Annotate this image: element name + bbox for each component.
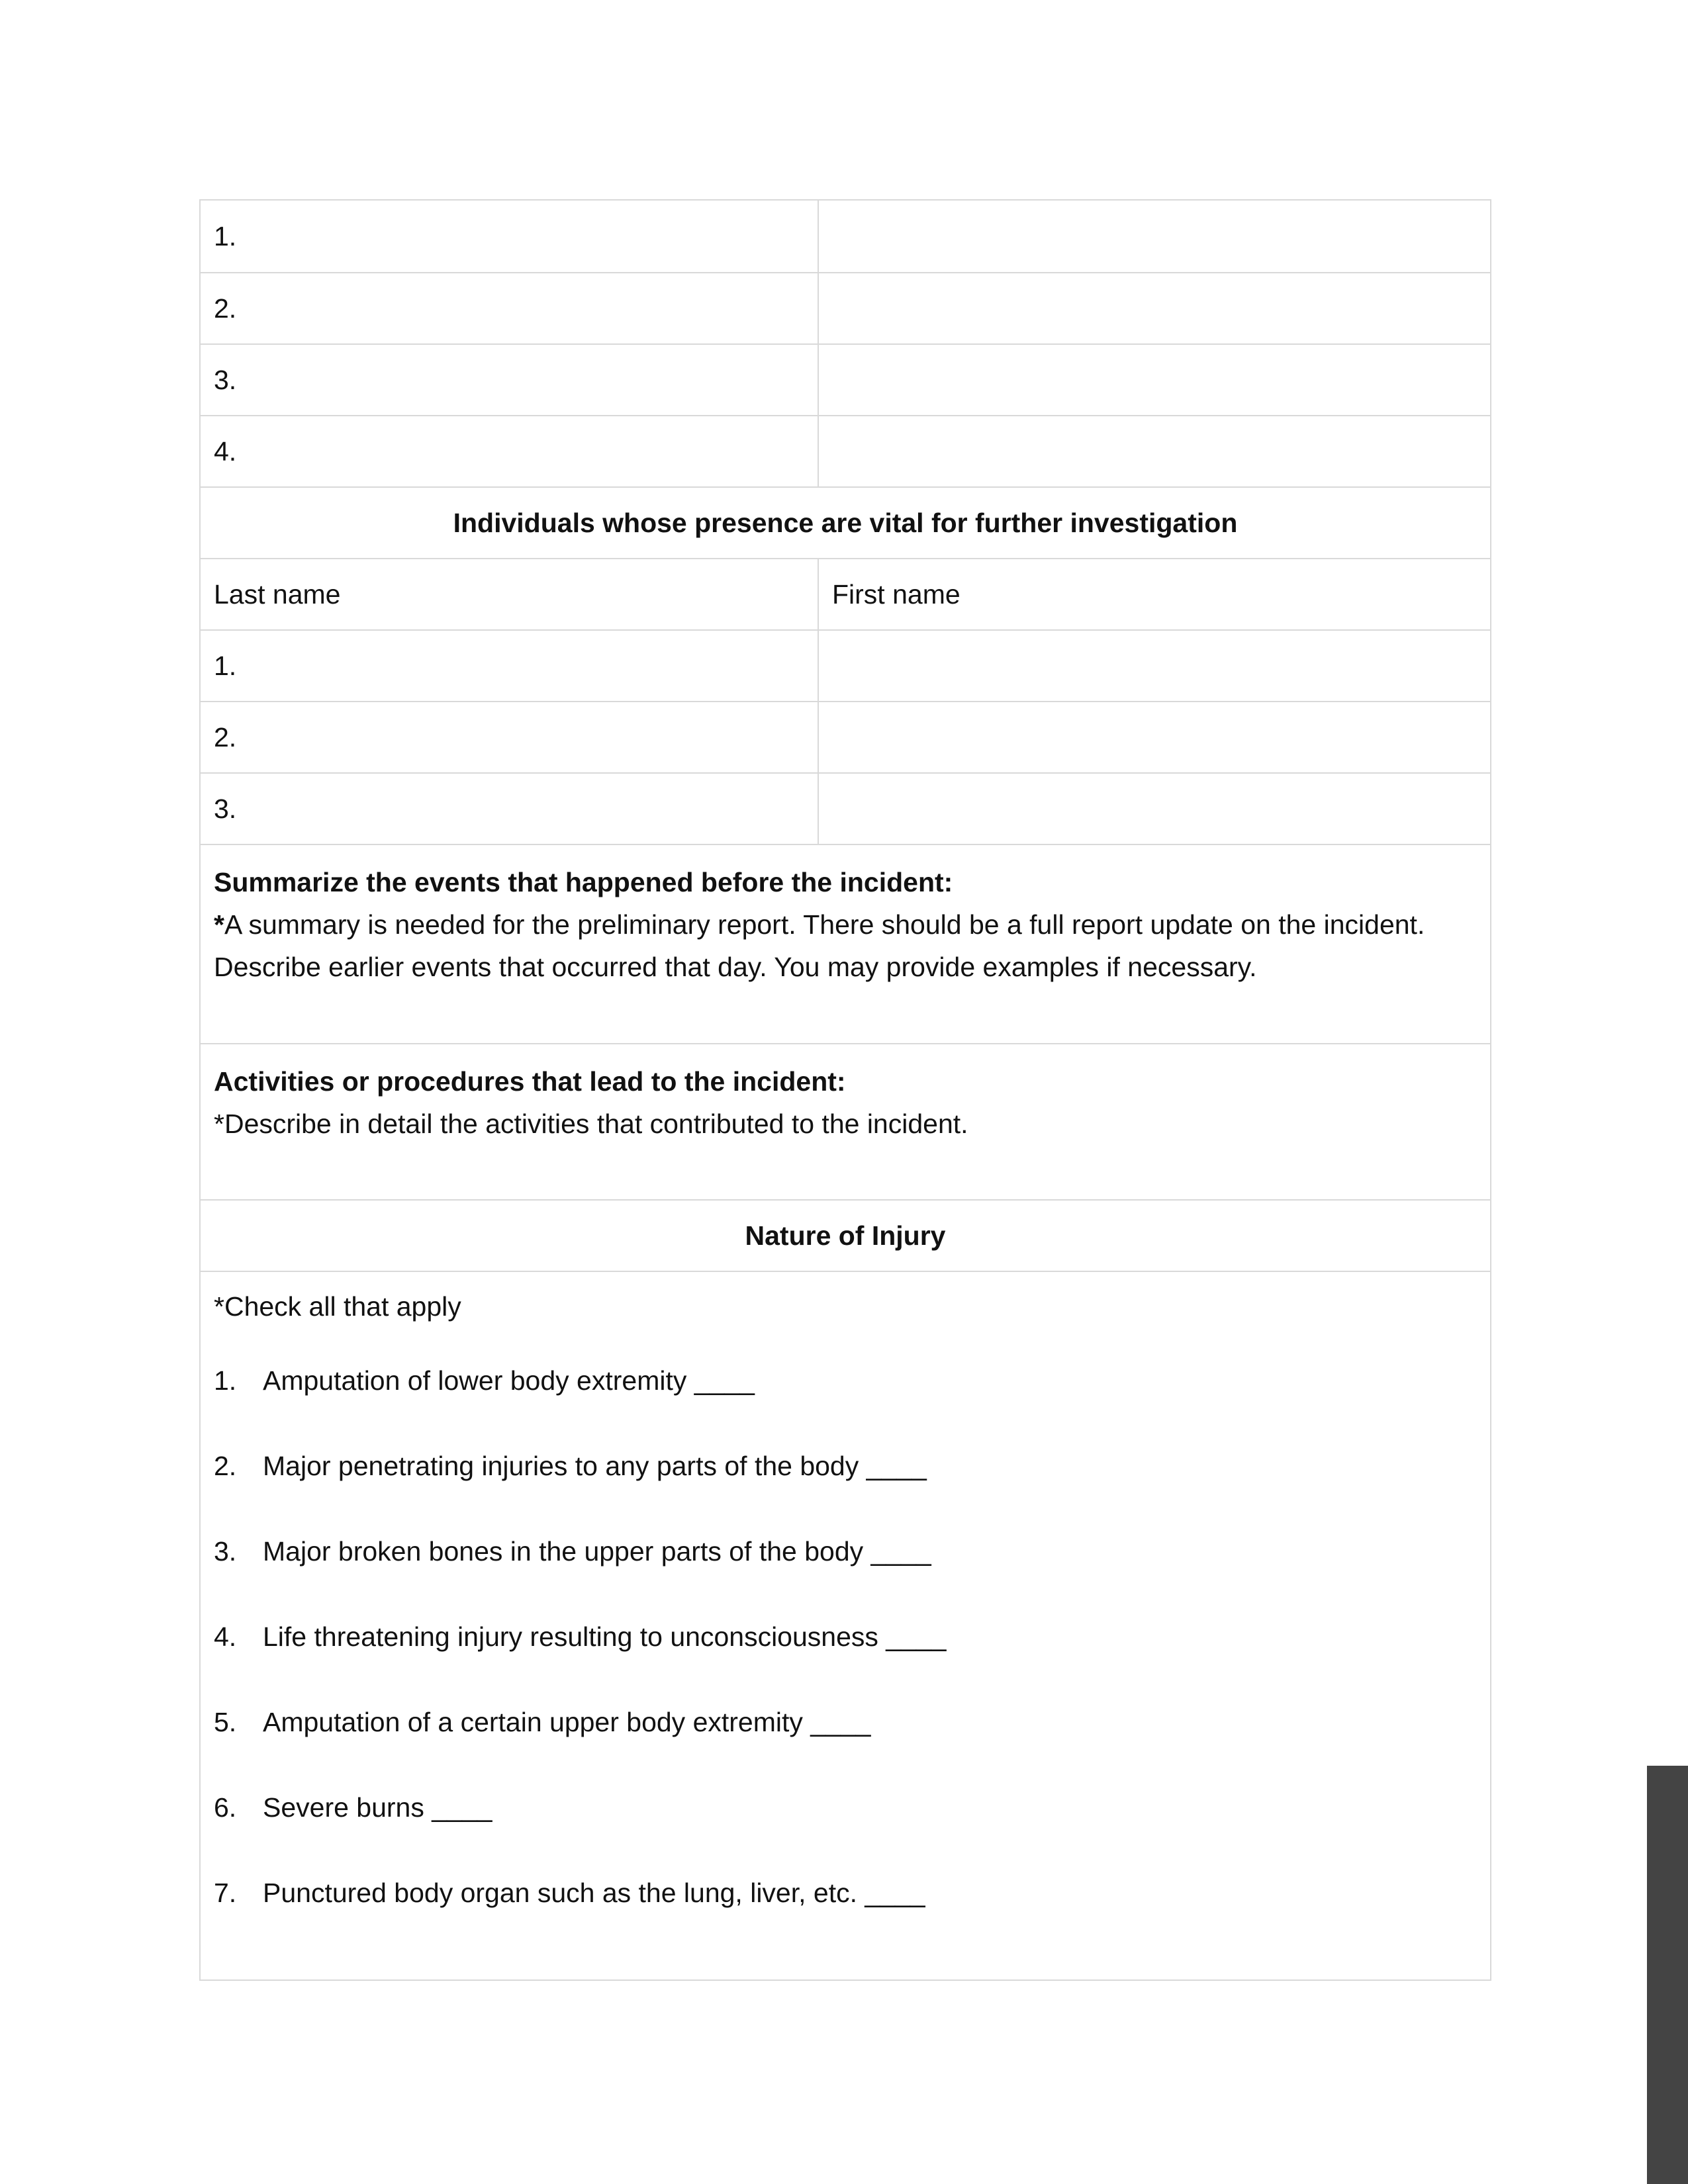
side-scrollbar[interactable] <box>1647 1766 1688 2184</box>
events-summary-text: A summary is needed for the preliminary report. There should be a full report update on the incident. Describe earlier events that occurred that day. You may provide examples if necessary. <box>214 909 1425 982</box>
injury-option[interactable] <box>214 1530 1490 1615</box>
table-row <box>201 701 1490 772</box>
nature-of-injury-heading: Nature of Injury <box>745 1220 946 1251</box>
injury-number: 6. <box>214 1792 237 1823</box>
incident-form-table <box>199 199 1491 1981</box>
check-all-instruction: *Check all that apply <box>214 1291 461 1322</box>
injury-text: Severe burns ____ <box>263 1792 492 1823</box>
injury-option[interactable] <box>214 1445 1490 1530</box>
activities-heading: Activities or procedures that lead to the incident: <box>214 1066 846 1097</box>
injury-text: Major broken bones in the upper parts of the body ____ <box>263 1536 931 1567</box>
section-heading-row <box>201 1199 1490 1271</box>
events-summary-heading: Summarize the events that happened before the incident: <box>214 867 953 897</box>
table-row <box>201 629 1490 701</box>
empty-entry-cell[interactable] <box>819 702 1490 772</box>
row-number-cell: 3. <box>201 774 819 844</box>
empty-entry-cell[interactable] <box>819 201 1490 272</box>
empty-entry-cell[interactable] <box>819 273 1490 343</box>
activities-cell[interactable] <box>201 1044 1490 1199</box>
last-name-header: Last name <box>201 559 819 629</box>
injury-number: 4. <box>214 1621 237 1652</box>
injury-text: Amputation of a certain upper body extremity ____ <box>263 1707 871 1737</box>
row-number-cell: 2. <box>201 702 819 772</box>
empty-entry-cell[interactable] <box>819 631 1490 701</box>
empty-entry-cell[interactable] <box>819 416 1490 486</box>
empty-entry-cell[interactable] <box>819 774 1490 844</box>
injury-checklist-cell <box>201 1272 1490 1979</box>
events-summary-cell[interactable] <box>201 845 1490 1043</box>
injury-option[interactable] <box>214 1359 1490 1445</box>
section-heading-row <box>201 486 1490 558</box>
injury-number: 7. <box>214 1878 237 1908</box>
activities-description: *Describe in detail the activities that contributed to the incident. <box>214 1109 968 1139</box>
events-summary-row <box>201 844 1490 1043</box>
injury-number: 3. <box>214 1536 237 1567</box>
row-number-cell: 4. <box>201 416 819 486</box>
injury-number: 2. <box>214 1451 237 1481</box>
injury-option[interactable] <box>214 1786 1490 1872</box>
injury-option[interactable] <box>214 1872 1490 1957</box>
row-number-cell: 1. <box>201 631 819 701</box>
events-summary-description <box>214 903 1477 988</box>
first-name-header: First name <box>832 578 961 610</box>
injury-text: Punctured body organ such as the lung, liver, etc. ____ <box>263 1878 925 1908</box>
injury-option[interactable] <box>214 1701 1490 1786</box>
table-row <box>201 272 1490 343</box>
activities-row <box>201 1043 1490 1199</box>
injury-checklist-row <box>201 1271 1490 1979</box>
injury-number: 5. <box>214 1707 237 1737</box>
injury-text: Major penetrating injuries to any parts of the body ____ <box>263 1451 927 1481</box>
injury-number: 1. <box>214 1365 237 1396</box>
table-row <box>201 201 1490 272</box>
required-star: * <box>214 909 224 940</box>
injury-text: Life threatening injury resulting to unconsciousness ____ <box>263 1621 947 1652</box>
empty-entry-cell[interactable] <box>819 345 1490 415</box>
name-header-row <box>201 558 1490 629</box>
table-row <box>201 772 1490 844</box>
table-row <box>201 343 1490 415</box>
vital-individuals-heading: Individuals whose presence are vital for further investigation <box>453 507 1238 538</box>
row-number-cell: 1. <box>201 201 819 272</box>
row-number-cell: 3. <box>201 345 819 415</box>
injury-option[interactable] <box>214 1615 1490 1701</box>
row-number-cell: 2. <box>201 273 819 343</box>
table-row <box>201 415 1490 486</box>
injury-text: Amputation of lower body extremity ____ <box>263 1365 755 1396</box>
